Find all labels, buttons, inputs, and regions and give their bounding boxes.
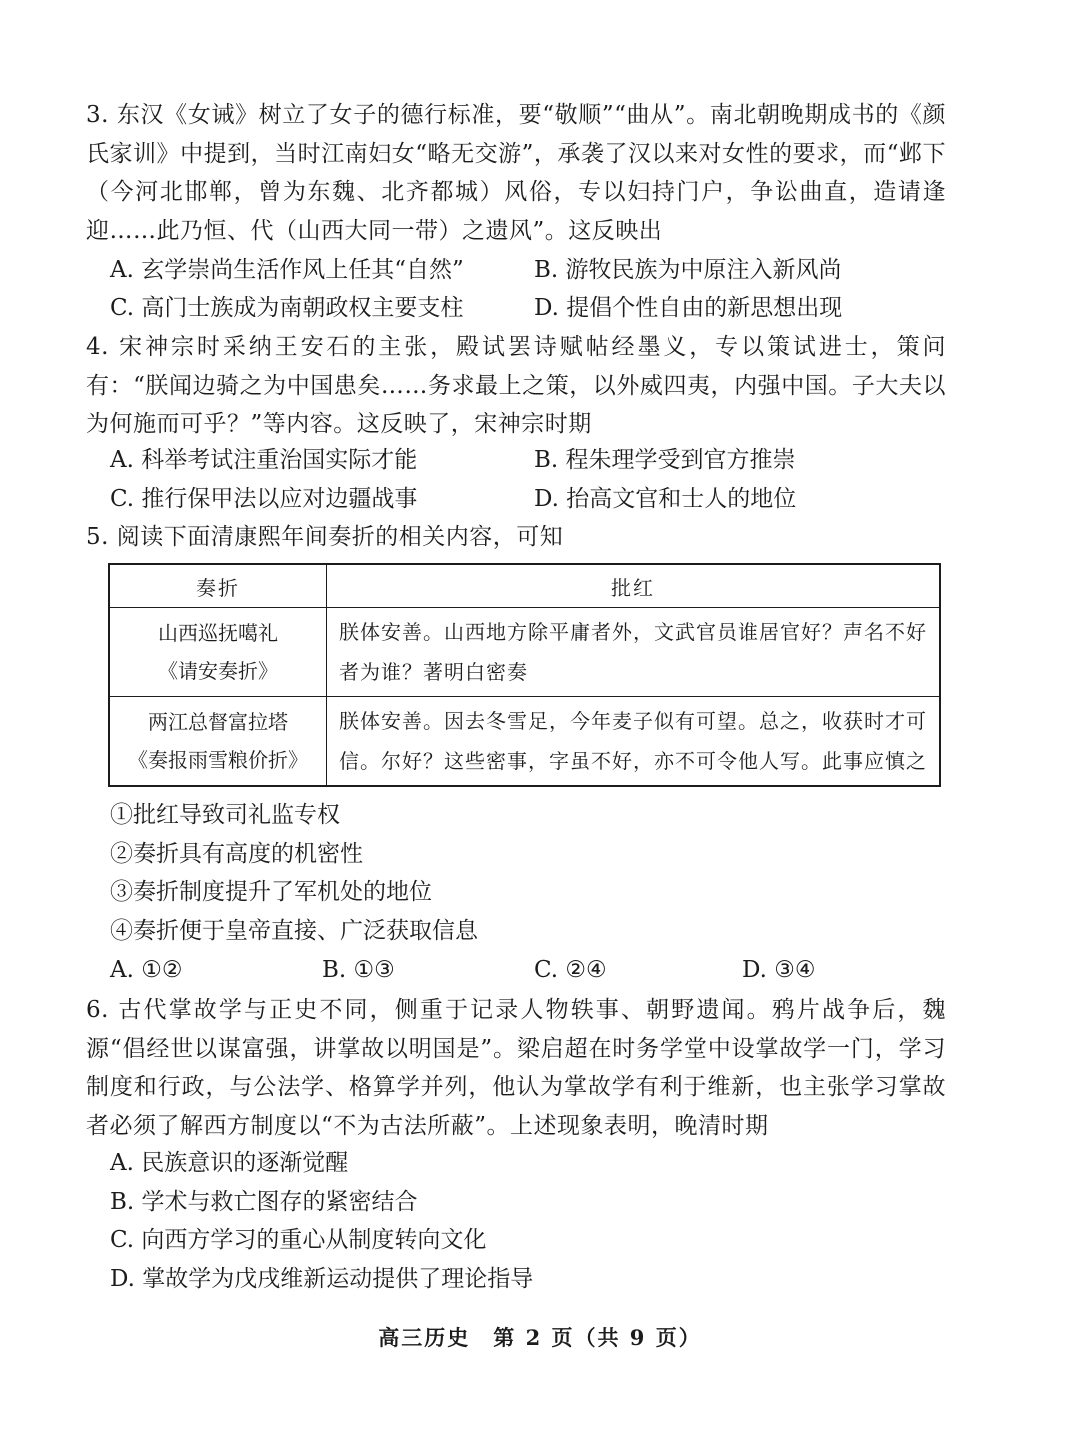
- table-row: [109, 608, 940, 697]
- question-6-option-d: D. 掌故学为戊戌维新运动提供了理论指导: [110, 1266, 534, 1292]
- table-cell-memorial: [109, 697, 327, 787]
- question-6-text: 6. 古代掌故学与正史不同，侧重于记录人物轶事、朝野遗闻。鸦片战争后，魏源“倡经世以谋富强，讲掌故以明国是”。梁启超在时务学堂中设掌故学一门，学习制度和行政，与公法学、格算学并列，他认为掌故学有利于维新，也主张学习掌故者必须了解西方制度以“不为古法所蔽”。上述现象表明，晚清时期: [86, 997, 946, 1139]
- question-5-option-c: C. ②④: [534, 957, 607, 983]
- table-row: [109, 697, 940, 787]
- question-3-text: 3. 东汉《女诫》树立了女子的德行标准，要“敬顺”“曲从”。南北朝晚期成书的《颜氏家训》中提到，当时江南妇女“略无交游”，承袭了汉以来对女性的要求，而“邺下（今河北邯郸，曾为东魏、北齐都城）风俗，专以妇持门户，争讼曲直，造请逢迎……此乃恒、代（山西大同一带）之遗风”。这反映出: [86, 102, 946, 244]
- question-6-option-a: A. 民族意识的逐渐觉醒: [110, 1150, 349, 1176]
- question-3-option-c: C. 高门士族成为南朝政权主要支柱: [110, 295, 464, 321]
- question-4-option-a: A. 科举考试注重治国实际才能: [110, 447, 418, 473]
- memorial-table: [108, 563, 941, 787]
- question-5-option-b: B. ①③: [322, 957, 395, 983]
- question-5-statement-1: ①批红导致司礼监专权: [110, 802, 340, 828]
- table-header-vermilion: 批红: [327, 564, 941, 608]
- question-3-option-d: D. 提倡个性自由的新思想出现: [534, 295, 843, 321]
- question-6-option-c: C. 向西方学习的重心从制度转向文化: [110, 1227, 487, 1253]
- question-4-option-c: C. 推行保甲法以应对边疆战事: [110, 486, 418, 512]
- question-3-option-b: B. 游牧民族为中原注入新风尚: [534, 257, 842, 283]
- question-4-option-b: B. 程朱理学受到官方推崇: [534, 447, 796, 473]
- memorial-author: 两江总督富拉塔: [148, 710, 288, 734]
- question-4-text: 4. 宋神宗时采纳王安石的主张，殿试罢诗赋帖经墨义，专以策试进士，策问有：“朕闻边骑之为中国患矣……务求最上之策，以外威四夷，内强中国。子大夫以为何施而可乎？”等内容。这反映了，宋神宗时期: [86, 334, 946, 437]
- memorial-author: 山西巡抚噶礼: [158, 621, 278, 645]
- memorial-title: 《奏报雨雪粮价折》: [128, 748, 308, 772]
- table-cell-vermilion: 朕体安善。山西地方除平庸者外，文武官员谁居官好？声名不好者为谁？著明白密奏: [327, 608, 941, 697]
- page-footer: 高三历史 第 2 页（共 9 页）: [378, 1325, 702, 1350]
- table-header-row: [109, 564, 940, 608]
- question-4-option-d: D. 抬高文官和士人的地位: [534, 486, 797, 512]
- question-5-statement-4: ④奏折便于皇帝直接、广泛获取信息: [110, 918, 478, 944]
- table-cell-memorial: [109, 608, 327, 697]
- question-3-option-a: A. 玄学崇尚生活作风上任其“自然”: [110, 257, 464, 283]
- question-5-statement-2: ②奏折具有高度的机密性: [110, 841, 363, 867]
- table-cell-vermilion: 朕体安善。因去冬雪足，今年麦子似有可望。总之，收获时才可信。尔好？这些密事，字虽不好，亦不可令他人写。此事应慎之: [327, 697, 941, 787]
- question-5-statement-3: ③奏折制度提升了军机处的地位: [110, 879, 432, 905]
- question-6-option-b: B. 学术与救亡图存的紧密结合: [110, 1189, 418, 1215]
- question-5-text: 5. 阅读下面清康熙年间奏折的相关内容，可知: [86, 524, 564, 550]
- question-5-option-d: D. ③④: [742, 957, 816, 983]
- memorial-title: 《请安奏折》: [158, 659, 278, 683]
- question-5-option-a: A. ①②: [110, 957, 183, 983]
- table-header-memorial: 奏折: [109, 564, 327, 608]
